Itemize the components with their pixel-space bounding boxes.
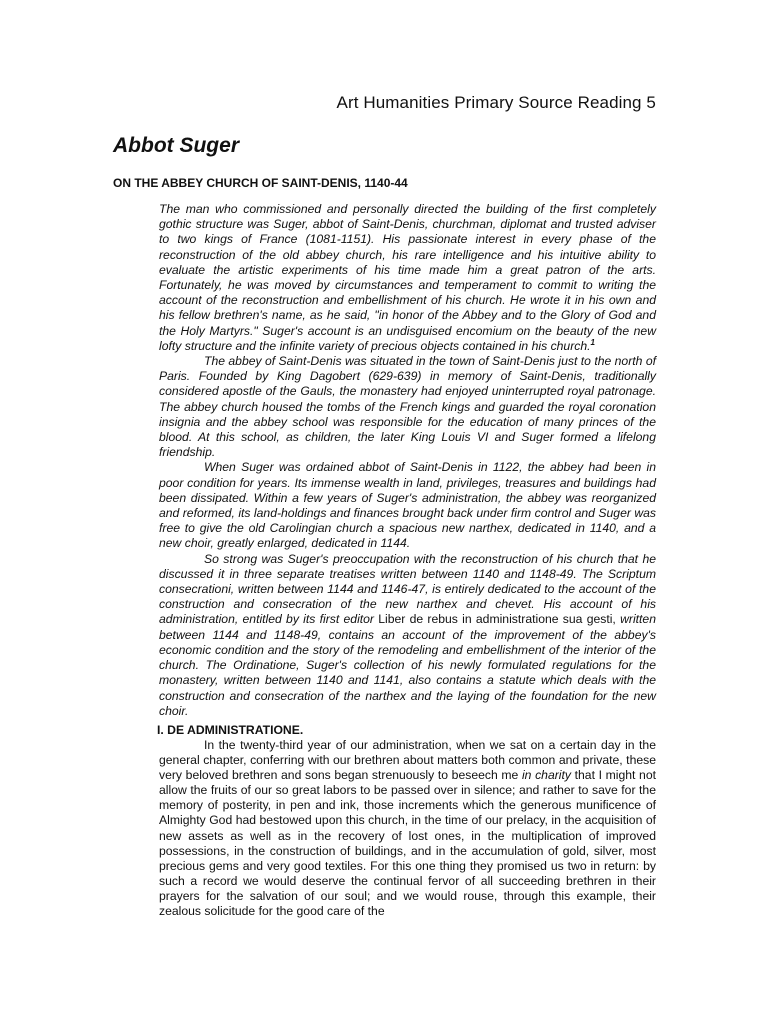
liber-title: Liber de rebus in administratione sua gesti,: [378, 612, 616, 627]
intro-paragraph-4-part-b: written between 1144 and 1148-49, contains an account of the improvement of the abbey's economic condition and the story of the remodeling and embellishment of the interior of the church. The Ordinatione, Suger's collection of his newly formulated regulations for the monastery, written between 1140 and 1141, also contains a statute which deals with the construction and consecration of the narthex and the laying of the foundation for the new choir.: [159, 612, 656, 718]
intro-paragraph-1-text: The man who commissioned and personally directed the building of the first completely gothic structure was Suger, abbot of Saint-Denis, churchman, diplomat and trusted adviser to two kings of France (1081-1151). His passionate interest in every phase of the reconstruction of the old abbey church, his rare intelligence and his intuitive ability to evaluate the artistic experiments of his time made him a great patron of the arts. Fortunately, he was moved by circumstances and temperament to commit to writing the account of the reconstruction and embellishment of his church. He wrote it in his own and his fellow brethren's name, as he said, "in honor of the Abbey and to the Glory of God and the Holy Martyrs." Suger's account is an undisguised encomium on the beauty of the new lofty structure and the infinite variety of precious objects contained in his church.: [159, 202, 656, 353]
intro-paragraph-3: When Suger was ordained abbot of Saint-Denis in 1122, the abbey had been in poor condition for years. Its immense wealth in land, privileges, treasures and buildings had been dissipated. Within a few years of Suger's administration, the abbey was reorganized and reformed, its land-holdings and finances brought back under firm control and Suger was free to give the old Carolingian church a spacious new narthex, dedicated in 1140, and a new choir, greatly enlarged, dedicated in 1144.: [159, 460, 656, 551]
document-title: Abbot Suger: [113, 134, 239, 157]
course-title: Art Humanities Primary Source Reading 5: [336, 93, 656, 112]
footnote-marker: 1: [590, 337, 595, 347]
section-paragraph-1-part-a: In the twenty-third year of our administration, when we sat on a certain day in the general chapter, conferring with our brethren about matters both common and private, these very beloved brethren and sons began strenuously to beseech me: [159, 738, 656, 783]
section-heading: I. DE ADMINISTRATIONE.: [157, 723, 304, 737]
section-body: [159, 738, 656, 919]
intro-paragraph-4-part-a: So strong was Suger's preoccupation with the reconstruction of his church that he discussed it in three separate treatises written between 1140 and 1148-49. The Scriptum consecrationi, written between 1144 and 1146-47, is entirely dedicated to the account of the construction and consecration of the new narthex and chevet. His account of his administration, entitled by its first editor: [159, 551, 656, 627]
emphasis-in-charity: in charity: [521, 768, 571, 783]
intro-paragraph-4: [159, 552, 656, 719]
section-paragraph-1-part-b: that I might not allow the fruits of our so great labors to be passed over in silence; and rather to save for the memory of posterity, in pen and ink, those increments which the generous munificence of Almighty God had bestowed upon this church, in the time of our prelacy, in the acquisition of new assets as well as in the recovery of lost ones, in the multiplication of improved possessions, in the construction of buildings, and in the accumulation of gold, silver, most precious gems and very good textiles. For this one thing they promised us two in return: by such a record we would deserve the continual fervor of all succeeding brethren in their prayers for the salvation of our soul; and we would rouse, through this example, their zealous solicitude for the good care of the: [159, 768, 656, 919]
intro-paragraph-1: [159, 202, 656, 354]
document-subtitle: ON THE ABBEY CHURCH OF SAINT-DENIS, 1140-44: [113, 176, 408, 190]
intro-paragraph-2: The abbey of Saint-Denis was situated in the town of Saint-Denis just to the north of Paris. Founded by King Dagobert (629-639) in memory of Saint-Denis, traditionally considered apostle of the Gauls, the monastery had enjoyed uninterrupted royal patronage. The abbey church housed the tombs of the French kings and guarded the royal coronation insignia and the abbey school was responsible for the education of many princes of the blood. At this school, as children, the later King Louis VI and Suger formed a lifelong friendship.: [159, 354, 656, 460]
introduction: [159, 202, 656, 719]
section-paragraph-1: [159, 738, 656, 919]
